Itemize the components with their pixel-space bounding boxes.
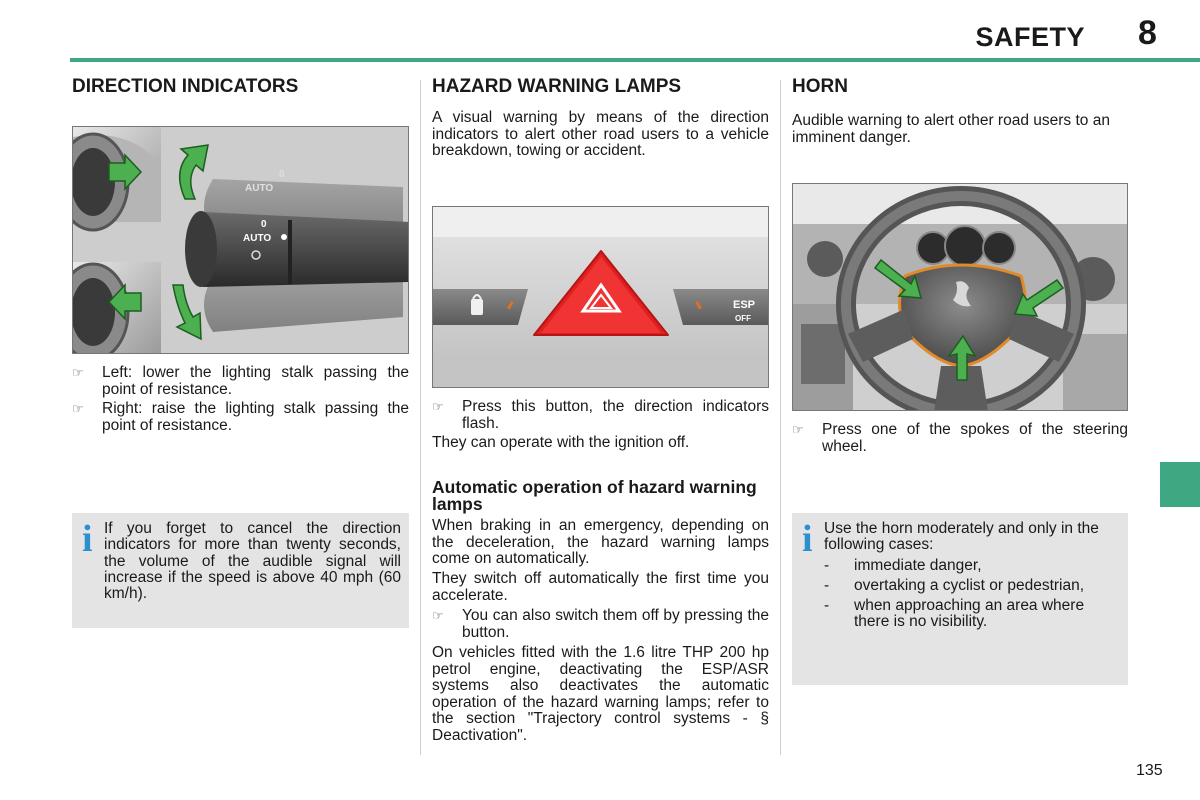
- pointing-hand-icon: ☞: [72, 401, 84, 416]
- column-divider: [420, 80, 421, 755]
- pointing-hand-icon: ☞: [432, 608, 444, 623]
- steering-wheel-illustration: [792, 183, 1128, 411]
- info-icon: i: [802, 518, 813, 560]
- info-text: If you forget to cancel the direction indicators for more than twenty seconds, the volume of the audible signal will increase if the speed is above 40 mph (60 km/h).: [104, 520, 401, 603]
- direction-indicators-heading: DIRECTION INDICATORS: [72, 76, 299, 97]
- horn-intro: Audible warning to alert other road users to an imminent danger.: [792, 112, 1110, 146]
- column-divider: [780, 80, 781, 755]
- hazard-warning-heading: HAZARD WARNING LAMPS: [432, 76, 682, 97]
- right-indicator-instruction: ☞ Right: raise the lighting stalk passing the point of resistance.: [72, 400, 409, 434]
- horn-usage-intro: Use the horn moderately and only in the following cases:: [824, 520, 1099, 554]
- stalk-zero-label: 0: [279, 169, 285, 180]
- automatic-hazard-braking: When braking in an emergency, depending on the deceleration, the hazard warning lamps come on automatically.: [432, 517, 769, 567]
- lighting-stalk-illustration: [72, 126, 409, 354]
- info-icon: i: [82, 518, 93, 560]
- info-box-indicator-warning: [72, 513, 409, 628]
- horn-heading: HORN: [792, 76, 848, 97]
- hazard-press-instruction: ☞ Press this button, the direction indicators flash.: [432, 398, 769, 432]
- info-box-horn-usage: [792, 513, 1128, 685]
- pointing-hand-icon: ☞: [792, 422, 804, 437]
- left-indicator-instruction: ☞ Left: lower the lighting stalk passing the point of resistance.: [72, 364, 409, 398]
- automatic-hazard-switch-off: They switch off automatically the first time you accelerate.: [432, 570, 769, 604]
- horn-press-instruction: ☞ Press one of the spokes of the steering wheel.: [792, 421, 1128, 455]
- chapter-tab: [1160, 462, 1200, 507]
- hazard-ignition-note: They can operate with the ignition off.: [432, 434, 690, 451]
- list-item: - immediate danger,: [824, 556, 982, 574]
- section-title: SAFETY: [975, 22, 1085, 52]
- pointing-hand-icon: ☞: [72, 365, 84, 380]
- automatic-hazard-subheading: Automatic operation of hazard warning lamps: [432, 477, 757, 514]
- pointing-hand-icon: ☞: [432, 399, 444, 414]
- esp-label: ESP: [733, 299, 756, 311]
- info-text: [824, 521, 1120, 631]
- thp-esp-note: On vehicles fitted with the 1.6 litre THP 200 hp petrol engine, deactivating the ESP/ASR systems also deactivates the automatic operation of the hazard warning lamps; refer to the section "Trajectory control systems - § Deactivation".: [432, 644, 769, 744]
- stalk-auto-label: AUTO: [245, 183, 274, 194]
- chapter-number: 8: [1138, 14, 1157, 52]
- page-number: 135: [1136, 762, 1163, 779]
- stalk-auto-label: AUTO: [243, 233, 272, 244]
- esp-off-label: OFF: [735, 314, 751, 323]
- header-rule: [70, 58, 1200, 62]
- list-item: - when approaching an area where there is no visibility.: [824, 597, 1085, 631]
- hazard-manual-off-instruction: ☞ You can also switch them off by pressing the button.: [432, 607, 769, 641]
- hazard-intro: A visual warning by means of the direction indicators to alert other road users to a vehicle breakdown, towing or accident.: [432, 109, 769, 159]
- hazard-button-illustration: [432, 206, 769, 388]
- list-item: - overtaking a cyclist or pedestrian,: [824, 576, 1085, 594]
- stalk-zero-label: 0: [261, 219, 267, 230]
